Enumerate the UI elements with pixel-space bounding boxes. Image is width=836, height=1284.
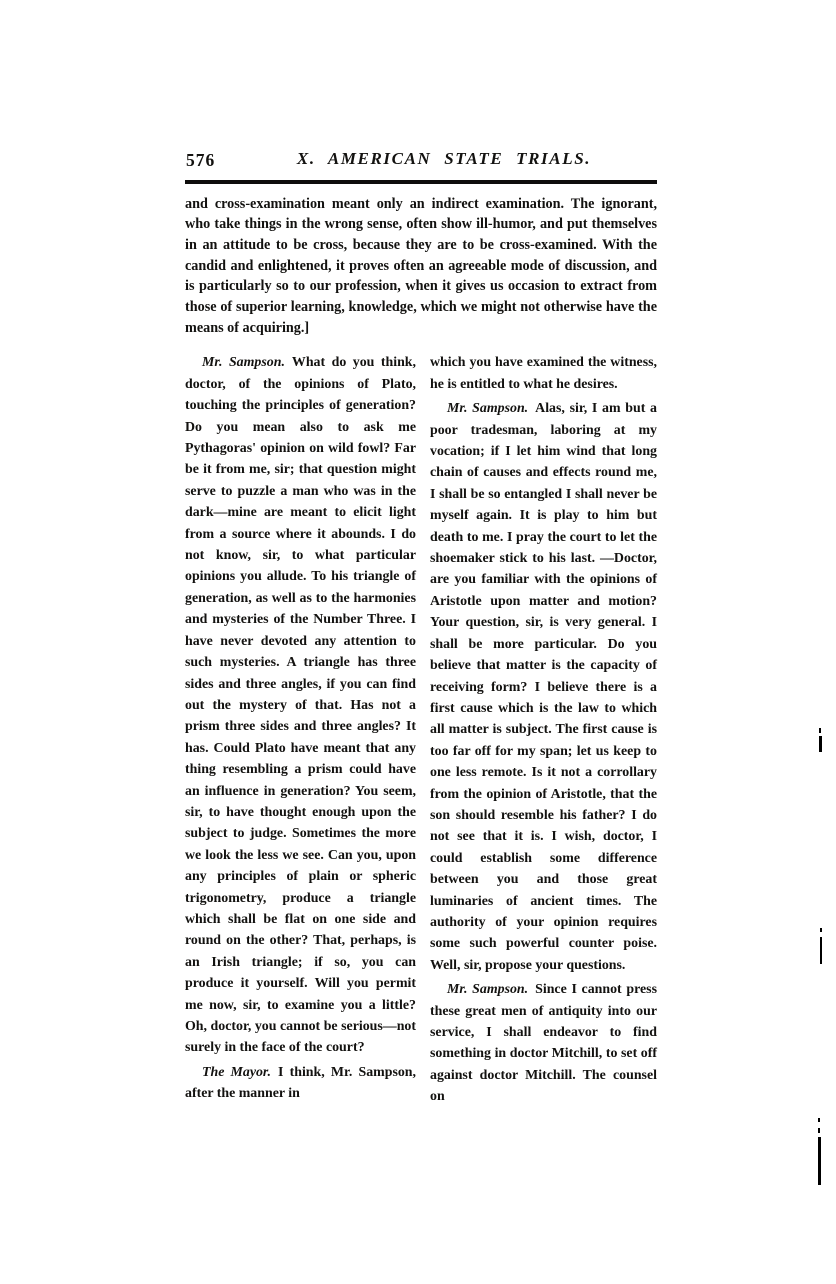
paragraph: [430, 398, 657, 976]
paragraph: [430, 352, 657, 395]
scan-mark: [818, 1128, 820, 1133]
two-column-text: [185, 352, 657, 1107]
paragraph-text: Since I cannot press these great men of antiquity into our service, I shall endeavor to find something in doctor Mitchill, to set off against doctor Mitchill. The counsel on: [430, 982, 657, 1105]
header-rule: [185, 180, 657, 184]
scan-mark: [819, 728, 821, 733]
paragraph-text: I think, Mr. Sampson, after the manner in: [185, 1064, 416, 1102]
running-header: [185, 149, 657, 176]
right-column: [430, 352, 657, 1107]
intro-paragraph: and cross-examination meant only an indirect examination. The ignorant, who take things in the wrong sense, often show ill-humor, and put themselves in an attitude to be cross, because they are to be cross-examined. With the candid and enlightened, it proves often an agreeable mode of discussion, and is particularly so to our profession, when it gives us occasion to extract from those of superior learning, knowledge, which we might not otherwise have the means of acquiring.]: [185, 195, 657, 336]
paragraph: [185, 1062, 416, 1105]
scan-mark: [818, 1137, 821, 1185]
scan-mark: [820, 928, 822, 932]
speaker-name: Mr. Sampson.: [447, 401, 529, 417]
paragraph-text: Alas, sir, I am but a poor tradesman, laboring at my vocation; if I let him wind that long chain of causes and effects round me, I shall be so entangled I shall never be myself again. It is play to him but death to me. I pray the court to let the shoemaker stick to his last. —Doctor, are you familiar with the opinions of Aristotle upon matter and motion? Your question, sir, is very general. I shall be more particular. Do you believe that matter is the capacity of receiving form? I believe there is a first cause which is the law to which all matter is subject. The first cause is too far off for my span; let us keep to one less remote. Is it not a corrollary from the opinion of Aristotle, that the son should resemble his father? I do not see that it is. I wish, doctor, I could establish some difference between you and those great luminaries of ancient times. The authority of your opinion requires some such powerful counter poise. Well, sir, propose your questions.: [430, 401, 658, 973]
scan-mark: [818, 1118, 820, 1122]
speaker-name: Mr. Sampson.: [447, 982, 529, 998]
left-column: [185, 352, 416, 1107]
scan-mark: [820, 937, 822, 964]
speaker-name: The Mayor.: [202, 1064, 272, 1080]
paragraph: [430, 979, 657, 1107]
running-header-title: X. AMERICAN STATE TRIALS.: [296, 149, 592, 168]
book-page: [185, 149, 657, 1108]
page-number: 576: [186, 150, 216, 170]
paragraph-text: What do you think, doctor, of the opinions of Plato, touching the principles of generation? Do you mean also to ask me Pythagoras' opinion on wild fowl? Far be it from me, sir; that question might serve to puzzle a man who was in the dark—mine are meant to elicit light from a source where it abounds. I do not know, sir, to what particular opinions you allude. To his triangle of generation, as well as to the harmonies and mysteries of the Number Three. I have never devoted any attention to such mysteries. A triangle has three sides and three angles, if you can find out the mystery of that. Has not a prism three sides and three angles? It has. Could Plato have meant that any thing resembling a prism could have an influence in generation? You seem, sir, to have thought enough upon the subject to judge. Sometimes the more we look the less we see. Can you, upon any principles of plain or spheric trigonometry, produce a triangle which shall be flat on one side and round on the other? That, perhaps, is an Irish triangle; if so, you can produce it yourself. Will you permit me now, sir, to examine you a little? Oh, doctor, you cannot be serious—not surely in the face of the court?: [185, 355, 416, 1056]
speaker-name: Mr. Sampson.: [202, 355, 285, 371]
paragraph-text: which you have examined the witness, he is entitled to what he desires.: [430, 355, 657, 392]
scan-mark: [819, 736, 822, 752]
paragraph: [185, 352, 416, 1058]
